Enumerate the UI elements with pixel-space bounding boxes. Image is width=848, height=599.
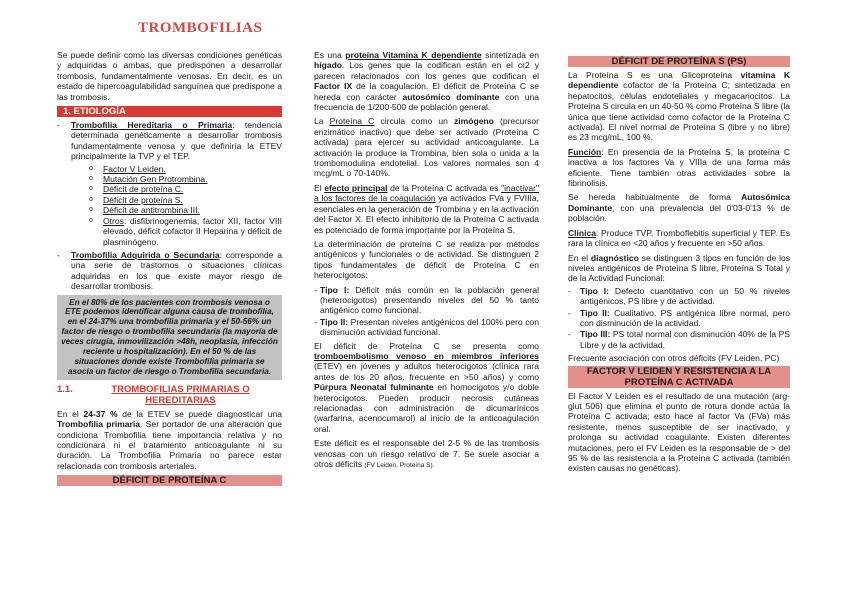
subsection-heading: 1.1. TROMBOFILIAS PRIMARIAS O HEREDITARIAS	[57, 383, 250, 406]
term-adquirida: Trombofilia Adquirida o Secundaria	[71, 249, 220, 260]
list-item: o Déficit de antitrombina III.	[89, 205, 200, 216]
column-middle	[314, 50, 539, 475]
paragraph-herencia: Se hereda habitualmente de forma Autosómica Dominante, con una prevalencia del 0'03-0'13 % de población.	[568, 192, 790, 224]
intro-paragraph: Se puede definir como las diversas condiciones genéticas y adquiridas o ambas, que predisponen a desarrollar trombosis, fundamentalmente venosas. En decir, es un estado de hipercoagulabilidad sanguínea que predispone a las trombosis.	[57, 50, 282, 102]
paragraph-efecto: El efecto principal de la Proteína C activada es "inactivar" a los factores de la coagulación ya activados FVa y FVIIIa, esenciales en la generación de Trombina y en la activación del Factor X. El efecto inhibitorio de la Proteína C activada es potenciado de forma importante por la Proteína S.	[314, 182, 540, 235]
section-heading-etiologia: 1. ETIOLOGÍA	[57, 106, 282, 117]
dash-bullet: -	[57, 249, 60, 260]
page-title: TROMBOFILIAS	[138, 20, 263, 36]
paragraph-zimogeno: La Proteína C circula como un zimógeno (precursor enzimático inactivo) que debe ser activado (Proteína C activada) para ejercer su actividad anticoagulante. La activación la produce la Trombina, bien sola o unida a la trombomodulina endotelial. Los valores normales son 4 mcg/mL o 70-140%.	[314, 116, 539, 179]
paragraph-asociacion: Frecuente asociación con otros déficits (FV Leiden, PC)	[568, 353, 780, 364]
list-item: o Factor V Leiden.	[89, 163, 166, 174]
section-bar-proteina-c: DÉFICIT DE PROTEÍNA C	[57, 475, 282, 486]
paragraph-factor-v-leiden: El Factor V Leiden es el resultado de una mutación (arg-glut 506) que elimina el punto de rotura donde actúa la Proteína C activada; esto hace al factor Va (FVa) más resistente, menos susceptible de ser inactivado, y prolonga su actividad coagulante. Existen diferentes mutaciones, pero el FV Leiden es la responsable de > del 95 % de las resistencia a la Proteína C activada (también existen causas no genéticas).	[568, 390, 790, 474]
column-right	[568, 54, 790, 478]
list-item-otros: o Otros: disfibrinogenemia, factor XII, factor VIII elevado, déficit cofactor II Heparina y déficit de plasminógeno.	[89, 215, 282, 247]
list-item-tipo2: - Tipo II: Presentan niveles antigénicos del 100% pero con disminución actividad funcional.	[314, 316, 539, 338]
list-item: o Déficit de proteína S.	[89, 194, 183, 205]
list-item-tipo1: - Tipo I: Déficit más común en la población general (heterocigotos) presentando niveles del 50 % tanto antigénico como funcional.	[314, 284, 539, 316]
hereditaria-sublist	[89, 164, 282, 247]
adquirida-text: : corresponde a una serie de trastornos o situaciones clínicas adquiridas en los que existe mayor riesgo de desarrollar trombosis.	[71, 249, 282, 292]
list-item-tipo-s2: - Tipo II: Cualitativo. PS antigénica libre normal, pero con disminución de la actividad.	[568, 307, 790, 328]
paragraph-clinica-ps: Clínica: Produce TVP, Tromboflebitis superficial y TEP. Es rara la clínica en <20 años y frecuente en >50 años.	[568, 227, 790, 249]
paragraph-determinacion: La determinación de proteína C se realiza por métodos antigénicos y funcionales o de actividad. Se distinguen 2 tipos fundamentales de déficit de Proteína C en heterocigotos:	[314, 238, 539, 281]
paragraph-clinica-pc: El déficit de Proteína C se presenta como tromboembolismo venoso en miembros inferiores (ETEV) en jóvenes y adultos heterocigotos (clínica rara antes de los 20 años, frecuente en >50 años) y como Púrpura Neonatal fulminante en homocigotos y/o doble heterocigotos. Pueden producir necrosis cutáneas relacionadas con administración de dicumarínicos (warfarina, acenocumarol) al inicio de la anticoagulación oral.	[314, 340, 539, 434]
highlight-box: En el 80% de los pacientes con trombosis venosa o ETE podemos identificar alguna causa de trombofilia, en el 24-37% una trombofilia primaria y el 50-56% un factor de riesgo o trombofilia secundaria (la mayoría de veces cirugía, inmovilización >48h, neoplasia, infección reciente u hospitalización). En el 50 % de las situaciones donde existe Trombofilia primaria se asocia un factor de riesgo o Trombofilia secundaria.	[57, 295, 282, 380]
list-item: o Déficit de proteína C.	[89, 184, 184, 195]
paragraph-diagnostico: En el diagnóstico se distinguen 3 tipos en función de los niveles antigénicos de Proteína S libre, Proteína S Total y de la Actividad Funcional:	[568, 252, 791, 284]
section-bar-factor-v-leiden: FACTOR V LEIDEN Y RESISTENCIA A LA PROTEÍNA C ACTIVADA	[568, 366, 790, 388]
list-item-tipo-s3: - Tipo III: PS total normal con disminución 40% de la PS Libre y de la actividad.	[568, 329, 790, 350]
list-item-adquirida	[57, 250, 282, 292]
list-item-hereditaria	[57, 120, 282, 247]
paragraph-proteina-c-intro: Es una proteína Vitamina K dependiente sintetizada en hígado. Los genes que la codifican están en el cr2 y parecen relacionados con los genes que codifican el Factor IX de la coagulación. El déficit de Proteína C se hereda con carácter autosómico dominante con una frecuencia de 1/200-500 de población general.	[314, 50, 539, 113]
paragraph-proteina-s-intro: La Proteína S es una Glicoproteína vitamina K dependiente cofactor de la Proteína C; sintetizada en hepatocitos, células endoteliales y megacariocitos. La Proteína S circula en un 40-50 % como Proteína S libre (la única que tiene actividad como cofactor de la Proteína C activada). El nivel normal de Proteína S (libre y no libre) es 23 mcg/mL, 100 %.	[568, 70, 790, 143]
paragraph-responsable: Este déficit es el responsable del 2-5 % de las trombosis venosas con un riesgo relativo de 7. Se suele asociar a otros déficits (FV Leiden, Proteína S).	[314, 438, 539, 470]
dash-bullet: -	[57, 120, 60, 131]
primarias-paragraph: En el 24-37 % de la ETEV se puede diagnosticar una Trombofilia primaria. Ser portador de una alteración que condiciona Trombofilia tiene importancia relativa y no condicionará ni el tratamiento anticoagulante ni su duración. La Trombofilia Primaria no parece estar relacionada con trombosis arteriales.	[57, 408, 283, 471]
column-left	[57, 50, 282, 489]
list-item: o Mutación Gen Protrombina.	[89, 174, 208, 185]
paragraph-funcion: Función: En presencia de la Proteína S, la proteína C inactiva a los factores Va y VIIIa de una forma más eficiente. Tiene también otras actividades sobre la fibrinolisis.	[568, 146, 790, 189]
hereditaria-text: : tendencia determinada genéticamente a desarrollar trombosis fundamentalmente venosa y que definiría la ETEV principalmente la TVP y el TEP.	[71, 120, 282, 162]
list-item-tipo-s1: - Tipo I: Defecto cuantitativo con un 50 % niveles antigénicos, PS libre y de actividad.	[568, 285, 791, 307]
section-bar-proteina-s: DÉFICIT DE PROTEÍNA S (PS)	[568, 56, 790, 67]
term-hereditaria: Trombofilia Hereditaria o Primaria	[71, 120, 233, 131]
